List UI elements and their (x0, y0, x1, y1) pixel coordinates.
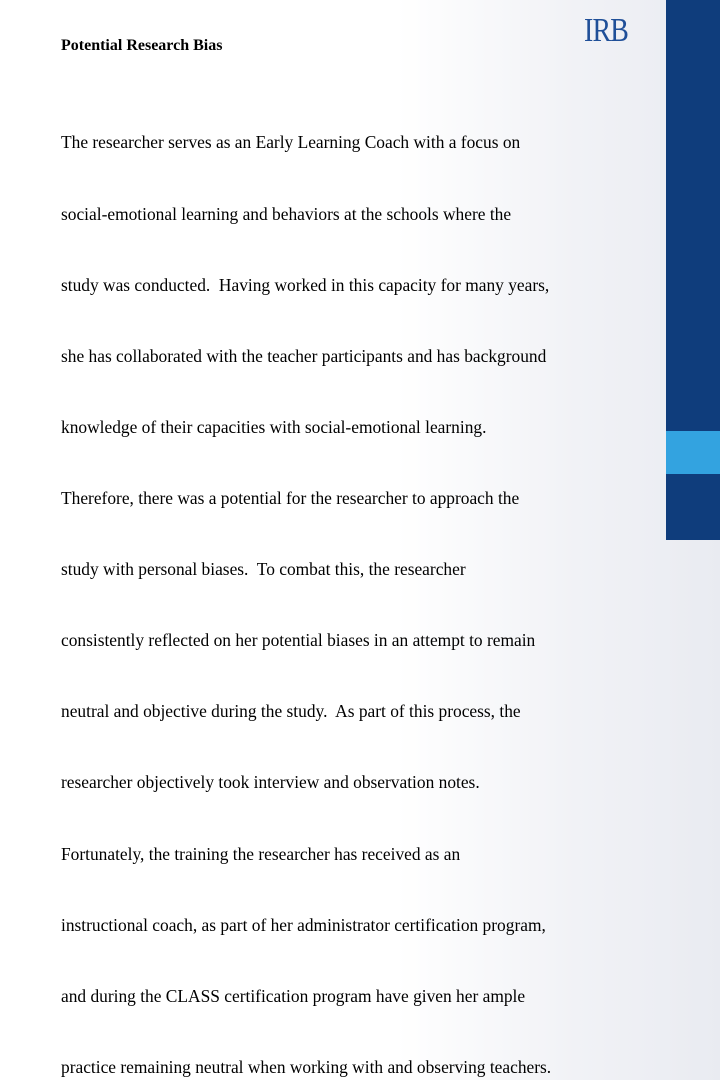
irb-logo: IRB (584, 12, 629, 49)
body-line: knowledge of their capacities with social-emotional learning. (61, 416, 487, 437)
slide-heading: Potential Research Bias (61, 37, 223, 54)
body-line: she has collaborated with the teacher participants and has background (61, 345, 547, 366)
body-line: The researcher serves as an Early Learning Coach with a focus on (61, 132, 521, 153)
body-line: study with personal biases. To combat this, the researcher (61, 559, 466, 580)
decorative-sidebar (666, 0, 720, 540)
body-line: instructional coach, as part of her administrator certification program, (61, 914, 546, 935)
body-line: study was conducted. Having worked in this capacity for many years, (61, 274, 550, 295)
body-line: social-emotional learning and behaviors at the schools where the (61, 203, 512, 224)
body-line: researcher objectively took interview and observation notes. (61, 772, 480, 793)
body-paragraph (61, 84, 641, 1080)
body-line: and during the CLASS certification program have given her ample (61, 985, 526, 1006)
body-line: consistently reflected on her potential biases in an attempt to remain (61, 630, 536, 651)
sidebar-light-segment (666, 431, 720, 474)
body-line: Therefore, there was a potential for the researcher to approach the (61, 487, 520, 508)
body-line: Fortunately, the training the researcher has received as an (61, 843, 461, 864)
sidebar-dark-segment-bottom (666, 474, 720, 540)
body-line: practice remaining neutral when working with and observing teachers. (61, 1056, 552, 1077)
body-line: neutral and objective during the study. As part of this process, the (61, 701, 521, 722)
sidebar-dark-segment (666, 0, 720, 431)
